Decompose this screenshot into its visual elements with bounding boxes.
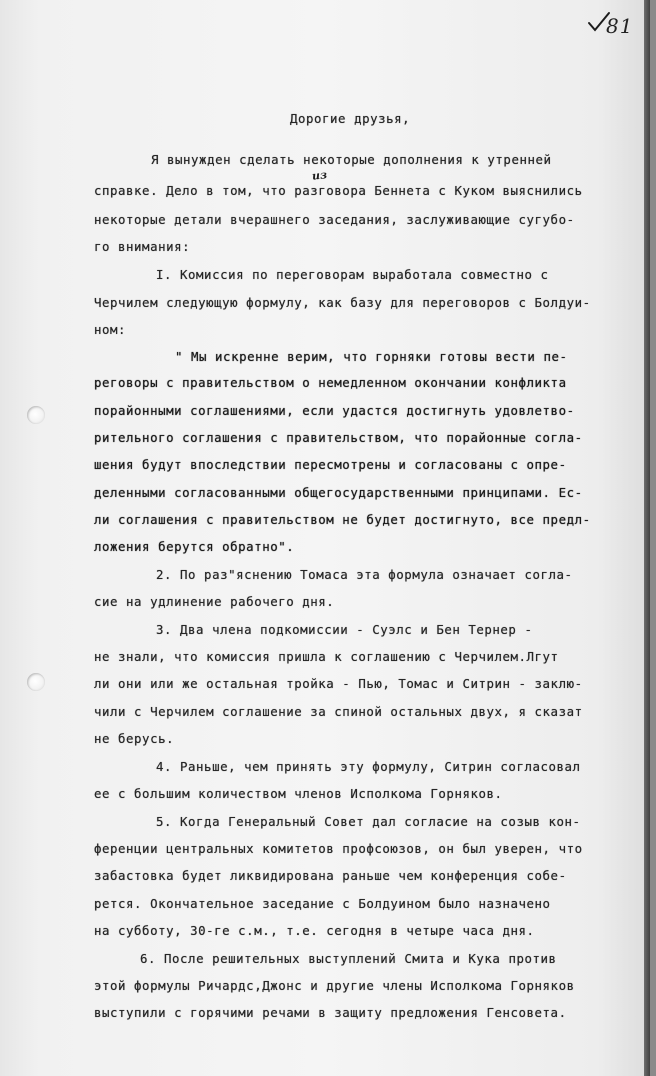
text-line: этой формулы Ричардс,Джонс и другие члены Исполкома Горняков (94, 978, 575, 993)
text-line: выступили с горячими речами в защиту предложения Генсовета. (94, 1005, 567, 1020)
text-line: ложения берутся обратно". (94, 539, 295, 554)
text-line: 5. Когда Генеральный Совет дал согласие на созыв кон- (156, 814, 581, 829)
text-line: некоторые детали вчерашнего заседания, заслуживающие сугубо- (94, 212, 575, 227)
text-line: не знали, что комиссия пришла к соглашению с Черчилем.Лгут (94, 649, 559, 664)
text-line: реговоры с правительством о немедленном окончании конфликта (94, 375, 567, 390)
punch-hole (27, 406, 45, 424)
text-line: Я вынужден сделать некоторые дополнения к утренней (151, 152, 552, 167)
text-line: забастовка будет ликвидирована раньше чем конференция собе- (94, 868, 567, 883)
text-line: чили с Черчилем соглашение за спиной остальных двух, я сказат (94, 704, 583, 719)
text-line: сие на удлинение рабочего дня. (94, 594, 335, 609)
text-line: на субботу, 30-ге с.м., т.е. сегодня в четыре часа дня. (94, 923, 535, 938)
text-line: ном: (94, 322, 127, 337)
text-line: порайонными соглашениями, если удастся достигнуть удовлетво- (94, 403, 575, 418)
text-line: 6. После решительных выступлений Смита и Кука против (140, 951, 557, 966)
text-line: ференции центральных комитетов профсоюзов, он был уверен, что (94, 841, 583, 856)
handwritten-insertion: из (311, 168, 328, 183)
text-line: I. Комиссия по переговорам выработала совместно с (156, 267, 549, 282)
text-line: 2. По раз"яснению Томаса эта формула означает согла- (156, 567, 573, 582)
text-line: не берусь. (94, 731, 175, 746)
text-line: го внимания: (94, 239, 191, 254)
text-line: 3. Два члена подкомиссии - Суэлс и Бен Тернер - (156, 622, 533, 637)
text-line: ли соглашения с правительством не будет достигнуто, все предл- (94, 512, 591, 527)
page-number: 81 (606, 14, 634, 38)
text-line: деленными согласованными общегосударственными принципами. Ес- (94, 485, 583, 500)
text-line: рительного соглашения с правительством, что порайонные согла- (94, 430, 583, 445)
punch-hole (27, 673, 45, 691)
text-line: 4. Раньше, чем принять эту формулу, Ситрин согласовал (156, 759, 581, 774)
text-line: ли они или же остальная тройка - Пью, Томас и Ситрин - заклю- (94, 676, 583, 691)
text-line: справке. Дело в том, что разговора Беннета с Куком выяснились (94, 183, 583, 198)
text-line: Черчилем следующую формулу, как базу для переговоров с Болдуи- (94, 295, 591, 310)
text-line: ее с большим количеством членов Исполкома Горняков. (94, 786, 503, 801)
text-line: " Мы искренне верим, что горняки готовы вести пе- (175, 349, 568, 364)
text-line: рется. Окончательное заседание с Болдуином было назначено (94, 896, 551, 911)
page-edge (644, 0, 650, 1076)
greeting: Дорогие друзья, (290, 111, 411, 126)
text-line: шения будут впоследствии пересмотрены и согласованы с опре- (94, 457, 567, 472)
